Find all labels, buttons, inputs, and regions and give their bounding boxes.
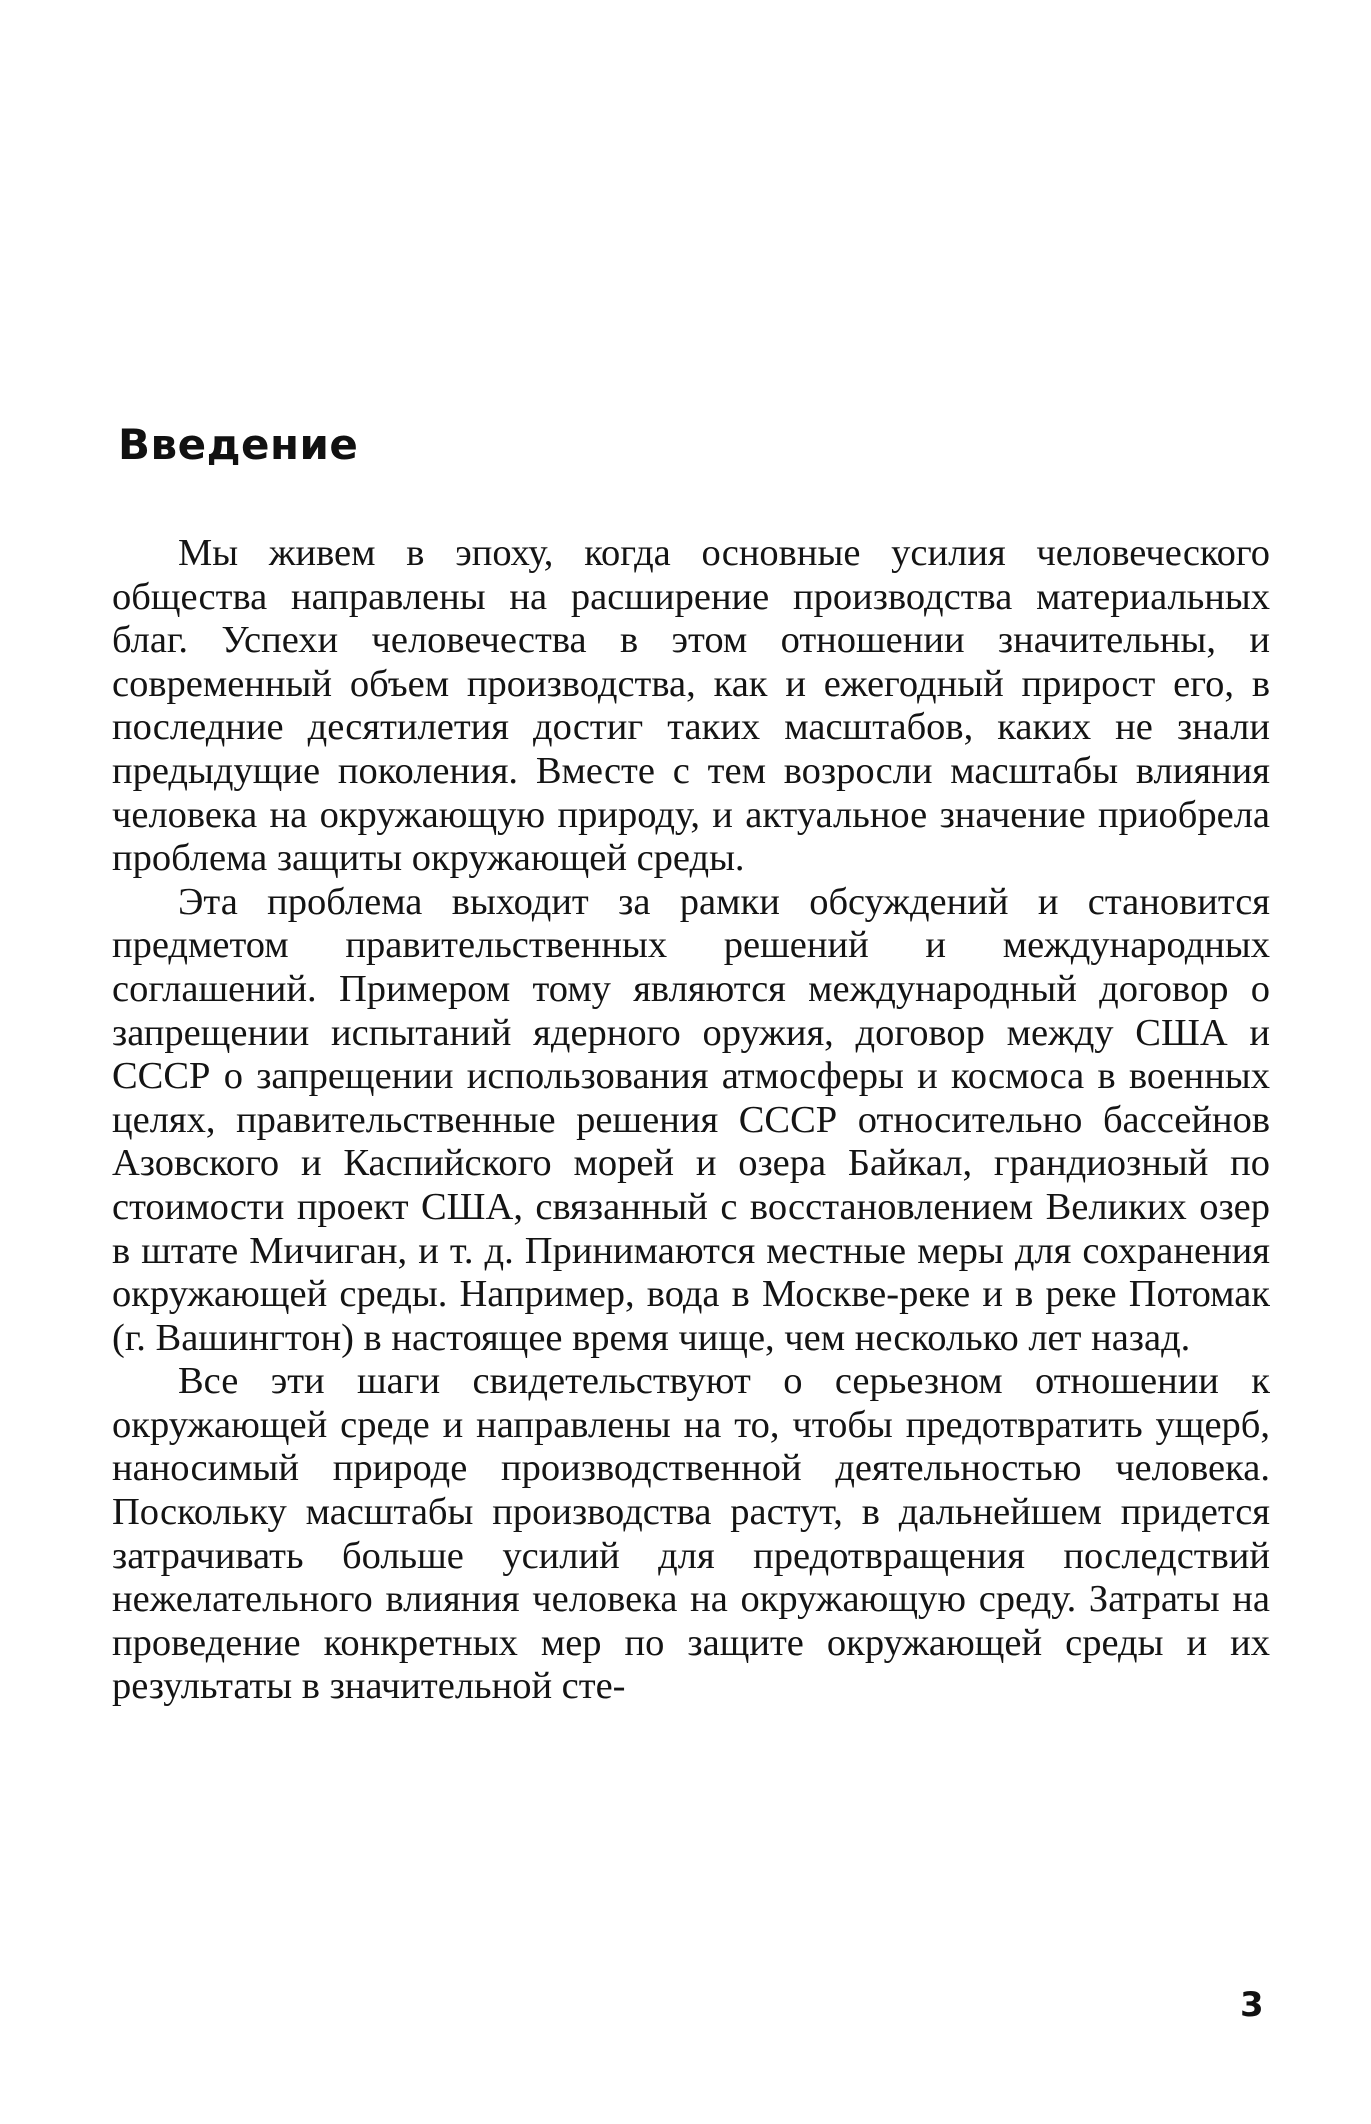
paragraph: Все эти шаги свидетельствуют о серьезном отношении к окружающей среде и направлены на то, чтобы предотвратить ущерб, наносимый природе производственной деятельностью человека. Поскольку масштабы производства растут, в дальнейшем придется затрачивать больше усилий для предотвращения последствий нежелательного влияния человека на окружающую среду. Затраты на проведение конкретных мер по защите окружающей среды и их результаты в значительной сте- bbox=[112, 1360, 1270, 1708]
page-number: 3 bbox=[1240, 1985, 1264, 2025]
chapter-heading: Введение bbox=[118, 420, 359, 469]
body-text bbox=[112, 532, 1270, 1709]
paragraph: Эта проблема выходит за рамки обсуждений и становится предметом правительственных решений и международных соглашений. Примером тому являются международный договор о запрещении испытаний ядерного оружия, договор между США и СССР о запрещении использования атмосферы и космоса в военных целях, правительственные решения СССР относительно бассейнов Азовского и Каспийского морей и озера Байкал, грандиозный по стоимости проект США, связанный с восстановлением Великих озер в штате Мичиган, и т. д. Принимаются местные меры для сохранения окружающей среды. Например, вода в Москве-реке и в реке Потомак (г. Вашингтон) в настоящее время чище, чем несколько лет назад. bbox=[112, 880, 1270, 1359]
paragraph: Мы живем в эпоху, когда основные усилия человеческого общества направлены на расширение производства материальных благ. Успехи человечества в этом отношении значительны, и современный объем производства, как и ежегодный прирост его, в последние десятилетия достиг таких масштабов, каких не знали предыдущие поколения. Вместе с тем возросли масштабы влияния человека на окружающую природу, и актуальное значение приобрела проблема защиты окружающей среды. bbox=[112, 532, 1270, 880]
